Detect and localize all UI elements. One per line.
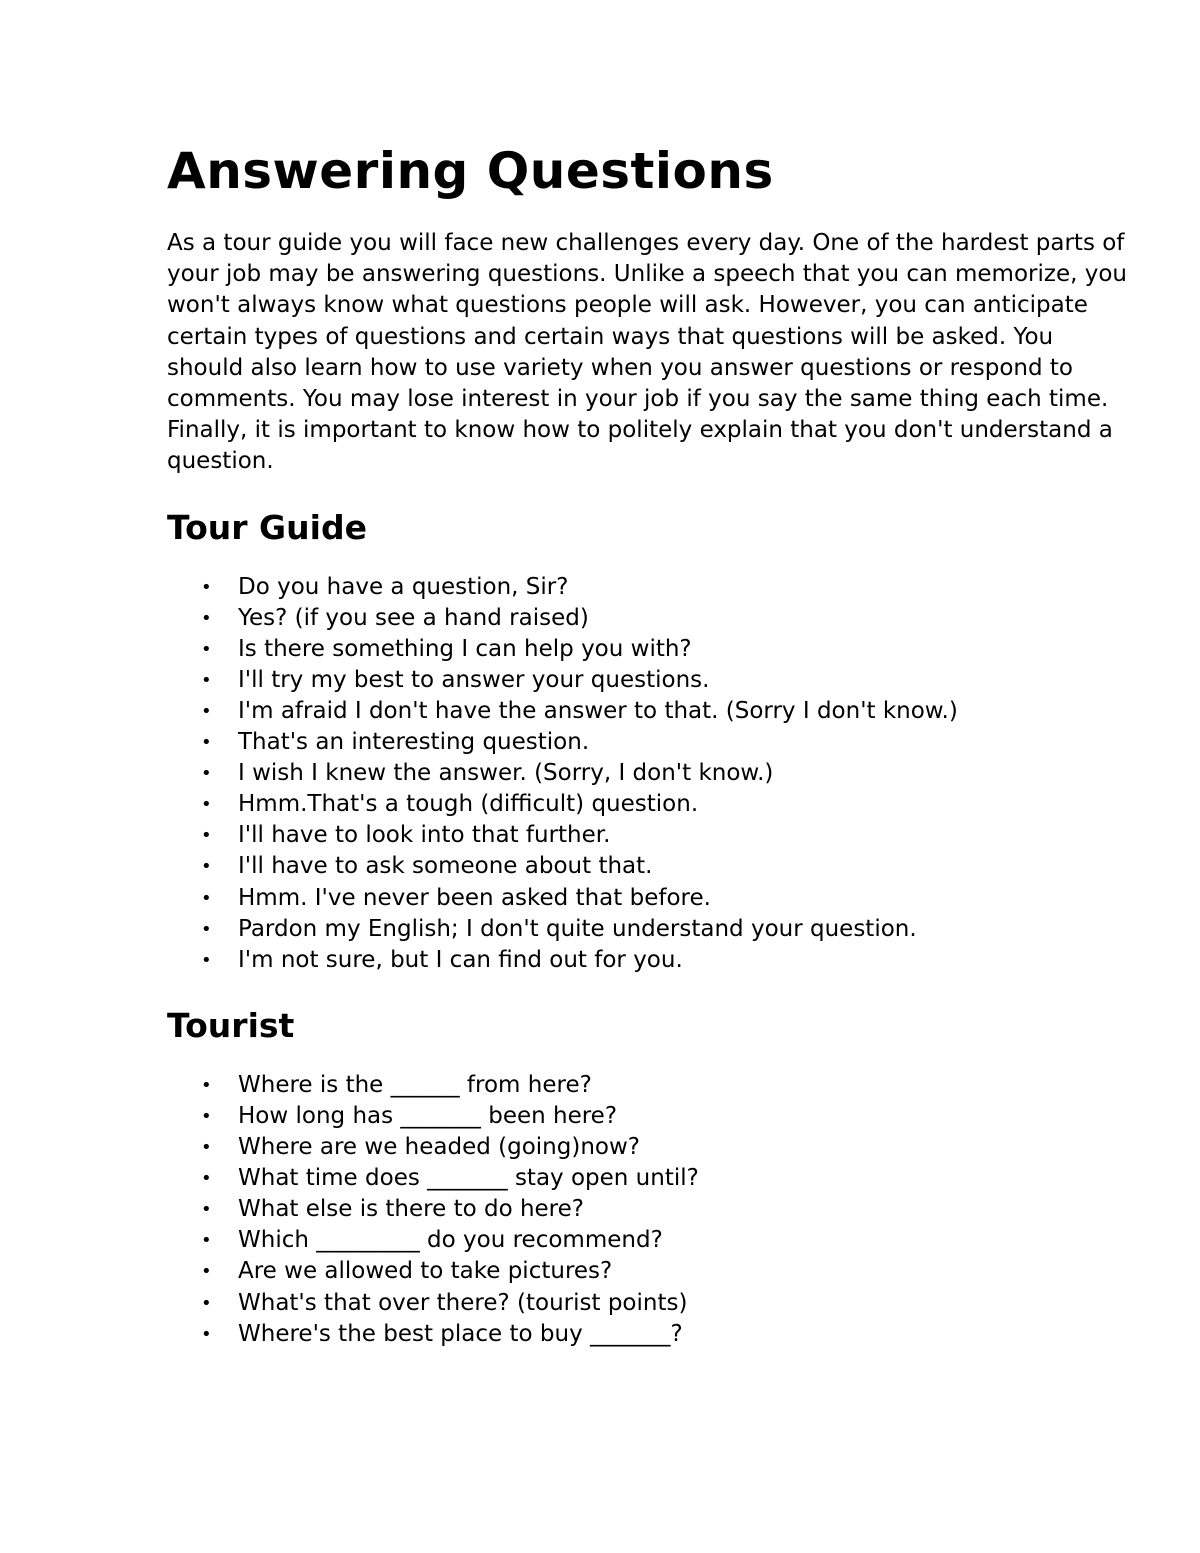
bullet-icon: •: [201, 1323, 212, 1345]
list-item: • That's an interesting question.: [167, 727, 1127, 758]
bullet-icon: •: [201, 887, 212, 909]
bullet-icon: •: [201, 607, 212, 629]
list-item: • Do you have a question, Sir?: [167, 572, 1127, 603]
bullet-icon: •: [201, 856, 212, 878]
page-title: Answering Questions: [167, 142, 774, 200]
bullet-icon: •: [201, 825, 212, 847]
section-heading-tour-guide: Tour Guide: [167, 507, 367, 547]
bullet-icon: •: [201, 1261, 212, 1283]
bullet-icon: •: [201, 1168, 212, 1190]
bullet-icon: •: [201, 949, 212, 971]
list-item: • I'm not sure, but I can find out for you.: [167, 945, 1127, 976]
list-item: • What time does _______ stay open until?: [167, 1163, 1127, 1194]
list-item: • Pardon my English; I don't quite understand your question.: [167, 914, 1127, 945]
bullet-icon: •: [201, 1137, 212, 1159]
list-item: • I'm afraid I don't have the answer to that. (Sorry I don't know.): [167, 696, 1127, 727]
list-item: • How long has _______ been here?: [167, 1101, 1127, 1132]
list-item: • Where are we headed (going)now?: [167, 1132, 1127, 1163]
intro-paragraph: As a tour guide you will face new challenges every day. One of the hardest parts of your job may be answering questions. Unlike a speech that you can memorize, you won't always know what questions people will ask. However, you can anticipate certain types of questions and certain ways that questions will be asked. You should also learn how to use variety when you answer questions or respond to comments. You may lose interest in your job if you say the same thing each time. Finally, it is important to know how to politely explain that you don't understand a question.: [167, 230, 1127, 475]
list-item: • I'll have to ask someone about that.: [167, 851, 1127, 882]
bullet-icon: •: [201, 918, 212, 940]
list-item: • What else is there to do here?: [167, 1194, 1127, 1225]
bullet-icon: •: [201, 1292, 212, 1314]
list-item: • Yes? (if you see a hand raised): [167, 603, 1127, 634]
bullet-icon: •: [201, 1105, 212, 1127]
bullet-icon: •: [201, 669, 212, 691]
bullet-icon: •: [201, 638, 212, 660]
list-item: • I'll try my best to answer your questions.: [167, 665, 1127, 696]
list-item: • I'll have to look into that further.: [167, 820, 1127, 851]
bullet-icon: •: [201, 576, 212, 598]
bullet-icon: •: [201, 732, 212, 754]
bullet-icon: •: [201, 794, 212, 816]
list-item: • Where is the ______ from here?: [167, 1070, 1127, 1101]
bullet-icon: •: [201, 763, 212, 785]
bullet-icon: •: [201, 1199, 212, 1221]
bullet-icon: •: [201, 1074, 212, 1096]
list-item: • What's that over there? (tourist points): [167, 1288, 1127, 1319]
list-item: • Which _________ do you recommend?: [167, 1225, 1127, 1256]
list-item: • Are we allowed to take pictures?: [167, 1256, 1127, 1287]
tour-guide-list: [167, 572, 1127, 976]
bullet-icon: •: [201, 1230, 212, 1252]
section-heading-tourist: Tourist: [167, 1005, 295, 1045]
document-page: [167, 140, 1127, 1378]
list-item: • I wish I knew the answer. (Sorry, I don't know.): [167, 758, 1127, 789]
list-item: • Hmm. I've never been asked that before.: [167, 883, 1127, 914]
bullet-icon: •: [201, 701, 212, 722]
list-item: • Hmm.That's a tough (difficult) question.: [167, 789, 1127, 820]
list-item: • Where's the best place to buy _______?: [167, 1319, 1127, 1350]
list-item: • Is there something I can help you with?: [167, 634, 1127, 665]
tourist-list: [167, 1070, 1127, 1350]
